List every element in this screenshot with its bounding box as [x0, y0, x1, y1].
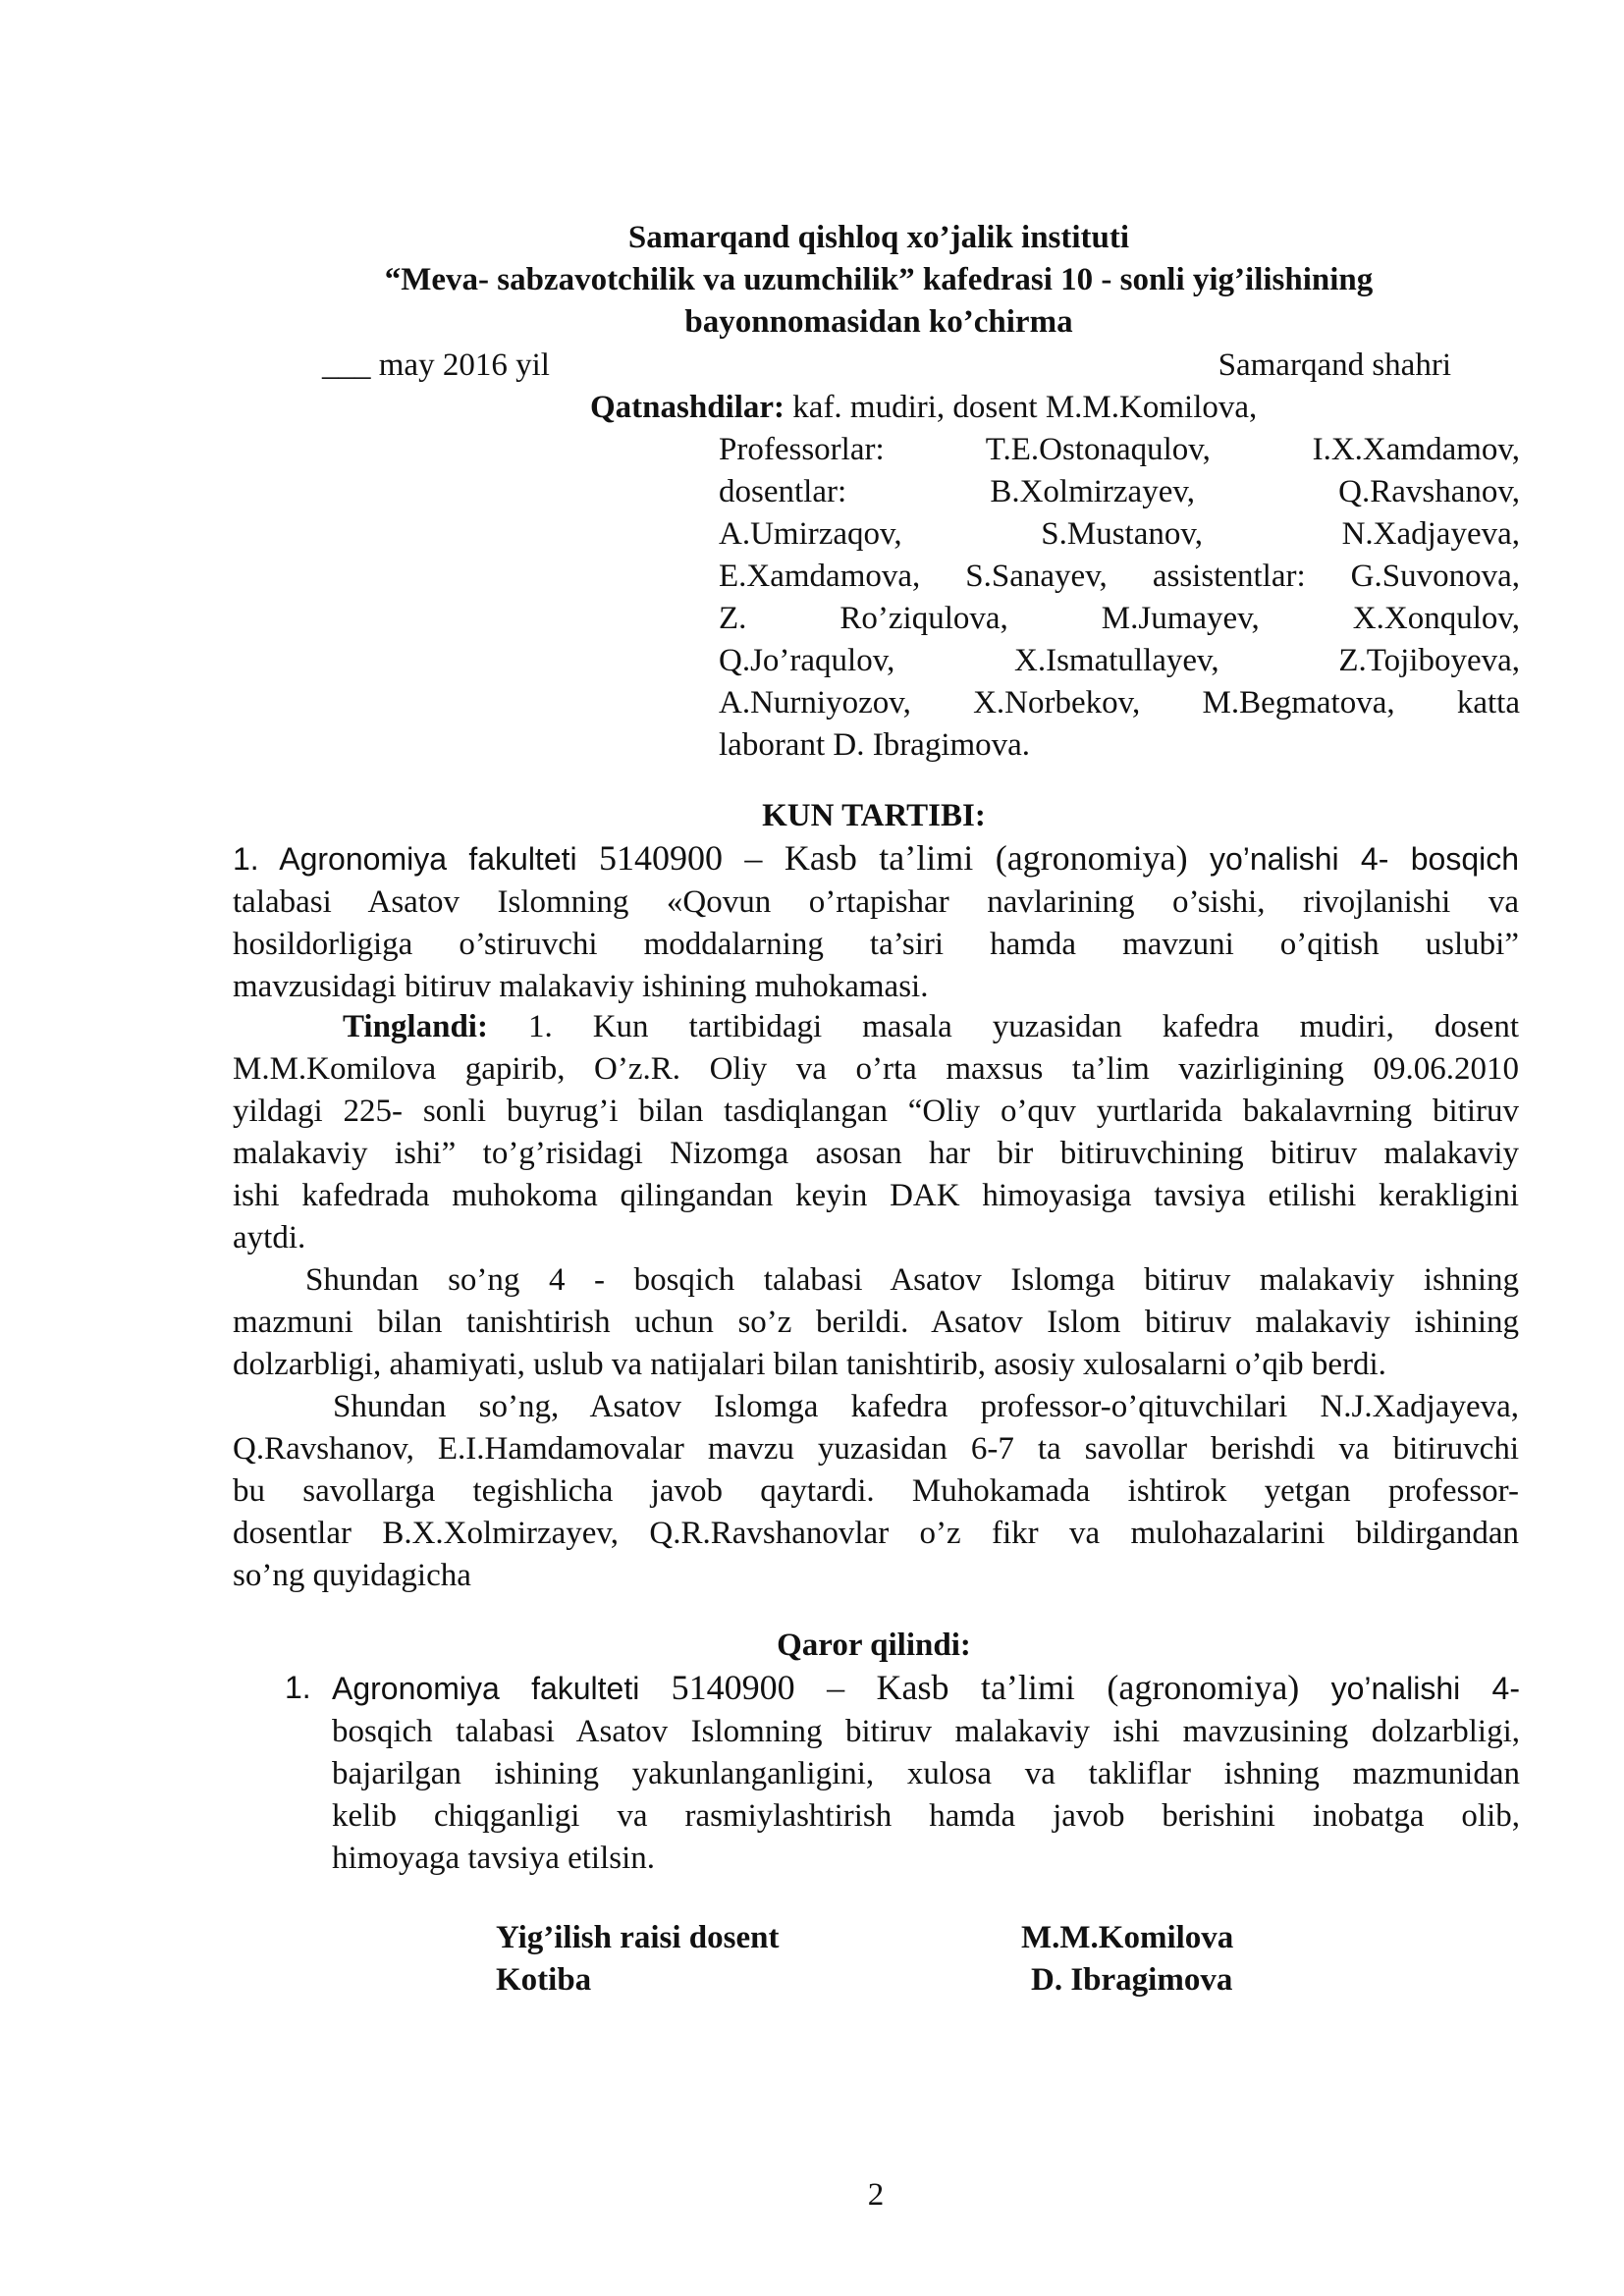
agenda-section: [233, 837, 1519, 1008]
specialty-code: 5140900 – Kasb ta’limi (agronomiya): [598, 838, 1188, 878]
meeting-place: Samarqand shahri: [1218, 347, 1451, 383]
decision-first-line: [332, 1667, 1520, 1711]
department-meeting-title: “Meva- sabzavotchilik va uzumchilik” kafedrasi 10 - sonli yig’ilishining: [384, 262, 1374, 297]
paragraph-line: Q.Ravshanov, E.I.Hamdamovalar mavzu yuzasidan 6-7 ta savollar berishdi va bitiruvchi: [233, 1431, 1519, 1467]
agenda-line: hosildorligiga o’stiruvchi moddalarning ta’siri hamda mavzuni o’qitish uslubi”: [233, 927, 1519, 962]
participants-line: A.Nurniyozov, X.Norbekov, M.Begmatova, katta: [719, 685, 1520, 721]
heard-line: yildagi 225- sonli buyrug’i bilan tasdiqlangan “Oliy o’quv yurtlarida bakalavrning bitiruv: [233, 1094, 1519, 1129]
specialty-code: 5140900 – Kasb ta’limi (agronomiya): [671, 1668, 1300, 1707]
agenda-line: talabasi Asatov Islomning «Qovun o’rtapishar navlarining o’sishi, rivojlanishi va: [233, 884, 1519, 920]
decision-number: 1.: [285, 1670, 311, 1705]
decision-section: [285, 1667, 1520, 1880]
heard-label: Tinglandi:: [343, 1009, 488, 1044]
heard-line: malakaviy ishi” to’g’risidagi Nizomga asosan har bir bitiruvchining bitiruv malakaviy: [233, 1136, 1519, 1171]
decision-heading: Qaror qilindi:: [777, 1628, 971, 1663]
paragraph-line: dolzarbligi, ahamiyati, uslub va natijalari bilan tanishtirib, asosiy xulosalarni o’qib berdi.: [233, 1347, 1386, 1382]
participants-first-line: kaf. mudiri, dosent M.M.Komilova,: [785, 390, 1258, 425]
signature-row: [496, 1959, 1281, 2002]
signature-block: [496, 1917, 1281, 2002]
decision-line: kelib chiqganligi va rasmiylashtirish hamda javob berishini inobatga olib,: [332, 1798, 1520, 1834]
heard-line: M.M.Komilova gapirib, O’z.R. Oliy va o’rta maxsus ta’lim vazirligining 09.06.2010: [233, 1051, 1519, 1087]
agenda-heading: KUN TARTIBI:: [762, 798, 986, 833]
participants-line: E.Xamdamova, S.Sanayev, assistentlar: G.Suvonova,: [719, 559, 1520, 594]
decision-line: himoyaga tavsiya etilsin.: [332, 1841, 656, 1876]
minutes-extract-title: bayonnomasidan ko’chirma: [684, 304, 1073, 340]
decision-line: bajarilgan ishining yakunlanganligini, xulosa va takliflar ishning mazmunidan: [332, 1756, 1520, 1791]
institute-title: Samarqand qishloq xo’jalik instituti: [627, 220, 1130, 255]
presentation-paragraph: [233, 1259, 1519, 1386]
participants-label: Qatnashdilar:: [590, 390, 785, 425]
page-number: 2: [867, 2177, 885, 2213]
agenda-first-line: [233, 837, 1519, 881]
discussion-paragraph: [233, 1386, 1519, 1597]
participants-line: dosentlar: B.Xolmirzayev, Q.Ravshanov,: [719, 474, 1520, 509]
paragraph-line: so’ng quyidagicha: [233, 1558, 471, 1593]
paragraph-line: mazmuni bilan tanishtirish uchun so’z berildi. Asatov Islom bitiruv malakaviy ishining: [233, 1305, 1519, 1340]
participants-line: A.Umirzaqov, S.Mustanov, N.Xadjayeva,: [719, 516, 1520, 552]
signature-name: M.M.Komilova: [1021, 1920, 1234, 1955]
paragraph-line: Shundan so’ng 4 - bosqich talabasi Asatov Islomga bitiruv malakaviy ishning: [305, 1262, 1519, 1298]
decision-body: [332, 1667, 1520, 1880]
paragraph-line: dosentlar B.X.Xolmirzayev, Q.R.Ravshanovlar o’z fikr va mulohazalarini bildirgandan: [233, 1516, 1519, 1551]
decision-text: Agronomiya fakulteti: [332, 1671, 672, 1706]
participants-line: Professorlar: T.E.Ostonaqulov, I.X.Xamdamov,: [719, 432, 1520, 467]
participants-heading: [590, 387, 1257, 429]
agenda-text: 1. Agronomiya fakulteti: [233, 841, 599, 877]
heard-text: 1. Kun tartibidagi masala yuzasidan kafedra mudiri, dosent: [487, 1009, 1519, 1044]
agenda-line: mavzusidagi bitiruv malakaviy ishining muhokamasi.: [233, 969, 929, 1004]
signature-role: Yig’ilish raisi dosent: [496, 1920, 780, 1955]
signature-name: D. Ibragimova: [1031, 1962, 1233, 1998]
participants-list: [719, 429, 1520, 767]
decision-text: yo’nalishi 4-: [1299, 1671, 1520, 1706]
participants-line: Z. Ro’ziqulova, M.Jumayev, X.Xonqulov,: [719, 601, 1520, 636]
heard-first-line: [233, 1006, 1519, 1048]
paragraph-line: Shundan so’ng, Asatov Islomga kafedra professor-o’qituvchilari N.J.Xadjayeva,: [333, 1389, 1519, 1424]
decision-line: bosqich talabasi Asatov Islomning bitiruv malakaviy ishi mavzusining dolzarbligi,: [332, 1714, 1520, 1749]
heard-section: [233, 1006, 1519, 1259]
agenda-text: yo’nalishi 4- bosqich: [1187, 841, 1520, 877]
participants-line: Q.Jo’raqulov, X.Ismatullayev, Z.Tojiboyeva,: [719, 643, 1520, 678]
date-place-line: [322, 345, 1451, 388]
heard-line: ishi kafedrada muhokoma qilingandan keyin DAK himoyasiga tavsiya etilishi kerakligini: [233, 1178, 1519, 1213]
heard-line: aytdi.: [233, 1220, 306, 1255]
signature-role: Kotiba: [496, 1962, 592, 1998]
document-header: [236, 217, 1522, 344]
participants-line: laborant D. Ibragimova.: [719, 727, 1031, 763]
meeting-date: ___ may 2016 yil: [322, 347, 550, 383]
paragraph-line: bu savollarga tegishlicha javob qaytardi. Muhokamada ishtirok yetgan professor-: [233, 1473, 1519, 1509]
signature-row: [496, 1917, 1281, 1959]
